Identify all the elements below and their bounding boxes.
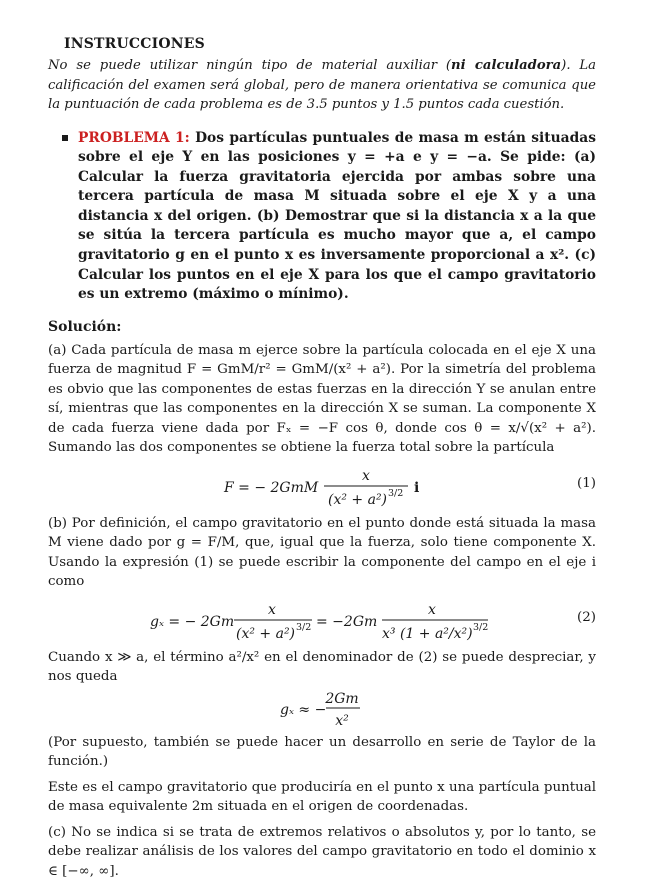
- instructions-title: INSTRUCCIONES: [64, 36, 205, 52]
- interpretation-text: Este es el campo gravitatorio que produciría en el punto x una partícula puntual de masa equivalente 2m situada en el origen de coordenadas.: [48, 779, 596, 815]
- instructions-text: No se puede utilizar ningún tipo de material auxiliar (ni calculadora). La calificación del examen será global, pero de manera orientativa se comunica que la puntuación de cada problema es de 3.5 puntos y 1.5 puntos cada cuestión.: [48, 58, 596, 112]
- taylor-note: (Por supuesto, también se puede hacer un desarrollo en serie de Taylor de la función.): [48, 734, 596, 770]
- eq3-numerator: 2Gm: [325, 690, 359, 707]
- eq3-denominator: x²: [335, 712, 349, 729]
- eq1-number: (1): [577, 475, 596, 491]
- bullet-icon: [62, 135, 68, 141]
- document-page: [48, 36, 596, 881]
- part-a-text: (a) Cada partícula de masa m ejerce sobre la partícula colocada en el eje X una fuerza de magnitud F = GmM/r² = GmM/(x² + a²). Por la simetría del problema es obvio que las componentes de estas fuerzas en la dirección Y se anulan entre sí, mientras que las componentes en la dirección X se suman. La componente X de cada fuerza viene dada por Fₓ = −F cos θ, donde cos θ = x/√(x² + a²). Sumando las dos componentes se obtiene la fuerza total sobre la partícula: [48, 342, 596, 456]
- eq2-middle: = −2Gm: [316, 613, 378, 630]
- eq3-lhs: gₓ ≈ −: [280, 701, 327, 718]
- eq1-lhs: F = − 2GmM: [224, 479, 319, 496]
- eq1-exponent: 3/2: [388, 487, 404, 499]
- eq2-number: (2): [577, 609, 596, 625]
- eq1-denominator: (x² + a²): [328, 491, 388, 508]
- eq2-lhs: gₓ = − 2Gm: [150, 613, 235, 630]
- eq2-exponent-1: 3/2: [296, 621, 312, 633]
- equation-1: [48, 464, 596, 508]
- part-b-text: (b) Por definición, el campo gravitatorio en el punto donde está situada la masa M viene dado por g = F/M, que, igual que la fuerza, solo tiene componente X. Usando la expresión (1) se puede escribir la componente del campo en el eje i como: [48, 515, 596, 590]
- approximation-intro: Cuando x ≫ a, el término a²/x² en el denominador de (2) se puede despreciar, y nos queda: [48, 649, 596, 685]
- eq2-exponent-2: 3/2: [473, 621, 489, 633]
- eq2-denominator-1: (x² + a²): [236, 625, 296, 642]
- eq2-numerator-2: x: [428, 601, 436, 618]
- eq2-denominator-2: x³ (1 + a²/x²): [382, 625, 473, 642]
- problem-label: PROBLEMA 1:: [78, 129, 190, 146]
- problem-statement: [78, 129, 596, 305]
- part-c-text: (c) No se indica si se trata de extremos relativos o absolutos y, por lo tanto, se debe realizar análisis de los valores del campo gravitatorio en todo el dominio x ∈ [−∞, ∞].: [48, 824, 596, 879]
- equation-approx: [48, 689, 596, 729]
- instructions-bold: ni calculadora: [451, 58, 562, 73]
- equation-2: [48, 598, 596, 642]
- problem-text: Dos partículas puntuales de masa m están situadas sobre el eje Y en las posiciones y = +a e y = −a. Se pide: (a) Calcular la fuerza gravitatoria ejercida por ambas sobre una tercera partícula de masa M situada sobre el eje X y a una distancia x del origen. (b) Demostrar que si la distancia x a la que se sitúa la tercera partícula es mucho mayor que a, el campo gravitatorio g en el punto x es inversamente proporcional a x². (c) Calcular los puntos en el eje X para los que el campo gravitatorio es un extremo (máximo o mínimo).: [78, 129, 596, 303]
- solution-heading: Solución:: [48, 318, 122, 335]
- eq2-numerator-1: x: [268, 601, 276, 618]
- eq1-unit-vector: i: [414, 479, 420, 496]
- eq1-numerator: x: [362, 467, 370, 484]
